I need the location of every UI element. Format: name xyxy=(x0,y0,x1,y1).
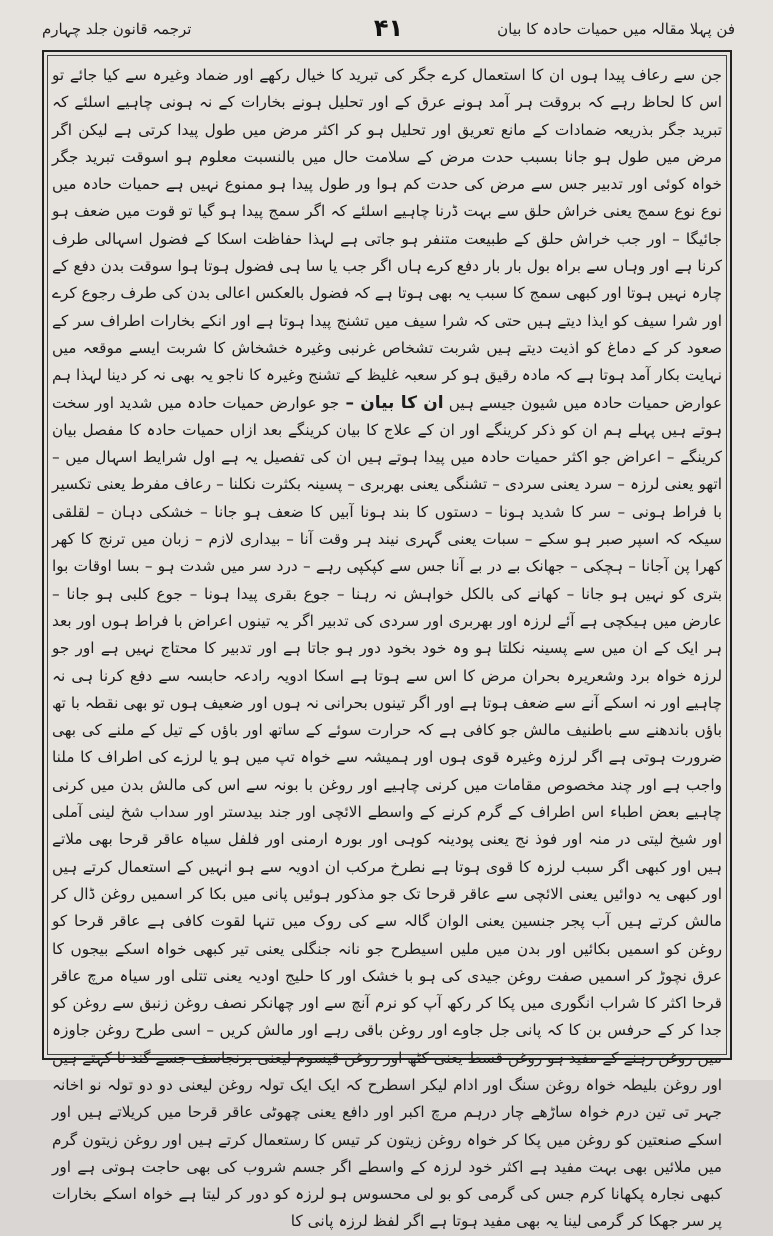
body-text xyxy=(52,62,723,1231)
page-number: ۴۱ xyxy=(373,14,404,42)
paragraph-3: ہیکچی ہے آئے لرزہ اور بھربری اور سردی کی تدبیر اگر یہ تینوں اعراض با فراط ہوں اور بعد ہر ایک کے ان میں سے پسینہ نکلتا ہو وہ خود بخود دور ہو جاتا ہے اور تدبیر کا محتاج نہیں ہے اور جو لرزہ خواہ برد وشعریرہ بحران مرض کا اس سے ہوتا ہے اسکا ادویہ رادعہ حابسہ سے دفع کرنا ہی نہ چاہیے اور نہ اسکے آنے سے ضعف ہوتا ہے اور اگر تینوں بحرانی نہ ہوں اور ضعیف ہوں تو بھی نقطہ با تھ باؤں باندھنے سے باطنیف مالش جو کافی ہے کہ حرارت سوئے کے ساتھ اور باؤں کے تیل کے ملنے کی بھی ضرورت ہوتی ہے اگر لرزہ وغیرہ قوی ہوں اور ہمیشہ سے خواہ تپ میں ہو یا لرزے کی اطراف کا ملنا واجب ہے اور چند مخصوص مقامات میں کرنی چاہیے اور روغن با بونہ سے اس کی مالش بدن میں کرنی چاہیے بعض اطباء اس اطراف کے گرم کرنے کے واسطے الائچی اور جند بیدستر اور سداب شخ لینی آملی اور شیخ لیتی در منہ اور فوذ نج یعنی پودینہ کوہی اور بورہ ارمنی اور فلفل سیاہ عاقر قرحا بھی ملاتے ہیں اور کبھی اگر سبب لرزہ کا قوی ہوتا ہے نطرخ مرکب ان ادویہ سے ہو انہیں کے استعمال کرتے ہیں اور کبھی یہ دوائیں یعنی الائچی سے عاقر قرحا تک جو مذکور ہوئیں پانی میں بکا کر اسمیں روغن ڈال کر مالش کرتے ہیں آب پجر جنسین یعنی الوان گالہ سے کی روک میں تنہا لقوت کافی ہے عاقر قرحا کو روغن کو اسمیں بکائیں اور بدن میں ملیں اسیطرح جو نانہ جنگلی یعنی تیر کبھی خواہ اسکے بیجوں کا عرق نچوڑ کر اسمیں صفت روغن جیدی کی ہو با خشک اور کا حلیج اودیہ یعنی تتلی اور سیاہ مرچ عاقر قرحا اکثر کا شراب انگوری میں پکا کر رکھ آپ کو نرم آنچ سے اور چھانکر نصف روغن زنبق سے روغن کو جدا کر کے حرفس بن کا کہ پانی جل جاوے اور روغن باقی رہے اور مالش کریں – اسی طرح روغن جاوزہ میں روغن رہنے کے مفید ہو روغن قسط یعنی کٹھ اور روغن قیسوم لیعنی برنجاسف جسے گند نا کہتے ہیں اور روغن بلیطہ خواہ روغن سنگ اور ادام لیکر اسطرح کہ ایک ایک تولہ روغن لیعنی دو دو تولہ نو اخانہ جہر تی تین درم خواہ ساڑھے چار درہم مرچ اکبر اور دافع یعنی چھوٹی عاقر قرحا میں کریلاتے ہیں اور اسکے صنعتین کو روغن میں پکا کر خواہ روغن زیتون کر تیس کا رستعمال کرتے ہیں اور روغن زیتون گرم میں ملائیں بھی بہت مفید ہے اکثر خود لرزہ کے واسطے اگر جسم شروب کی بھی حاجت ہوتی ہے اور کبھی نجارہ پکھانا کرم جس کی گرمی کو بو لی محسوس ہو لرزہ کو دور کر لیتا ہے خواہ اسکے بخارات پر سر جھکا کر گرمی لینا یہ بھی مفید ہوتا ہے اگر لفظ لرزہ پانی کا xyxy=(52,611,722,1231)
paragraph-2: جو عوارض حمیات حادہ میں شدید اور سخت ہوتے ہیں پہلے ہم ان کو ذکر کرینگے اور ان کے علاج کا بیان کرینگے بعد ازاں حمیات حادہ کا مفصل بیان کرینگے – اعراض جو اکثر حمیات حادہ میں پیدا ہوتے ہیں ان کی تفصیل یہ ہے اول شرایط اسہال میں – اتھو یعنی لرزہ – سرد یعنی سردی – تشنگی یعنی بھربری – پسینہ بکثرت نکلنا – رعاف مفرط یعنی تکسیر با فراط ہونی – سر کا شدید ہونا – دستوں کا بند ہونا آبیں کا ضعف ہو جانا – خشکی دہان – لقلقی سیکہ کہ اسپر صبر ہو سکے – سبات یعنی گہری نیند ہر وقت آنا – بیداری لازم – زبان میں ترنج کا کھر کھرا پن آجانا – ہچکی – جھانک بے در بے آنا جس سے کپکپی رہے – درد سر میں شدت ہو – بسا اوقات بوا بتری کو نہیں ہو جانا – کھانے کی بالکل خواہش نہ رہنا – جوع بقری پیدا ہونا – جوع کلبی ہو جانا – عارض میں xyxy=(52,393,722,630)
paragraph xyxy=(52,62,722,1236)
section-heading: ان کا بیان – xyxy=(339,392,444,413)
paragraph-1: جن سے رعاف پیدا ہوں ان کا استعمال کرے جگر کی تبرید کا خیال رکھے اور ضماد وغیرہ سے کیا جائے تو اس کا لحاظ رہے کہ بروقت ہر آمد ہونے عرق کے اور تحلیل ہونے بخارات کے نہ ہونی چاہیے اسلئے کہ تبرید جگر بذریعہ ضمادات کے مانع تعریق اور تحلیل ہو کر اکثر مرض میں طول پیدا کرتی ہے لیکن اگر مرض میں طول ہو جانا بسبب حدت مرض کے سلامت حال میں بالنسبت معلوم ہو اسوقت تبرید جگر خواہ کوئی اور تدبیر جس سے مرض کی حدت کم ہوا ور طول پیدا ہو ممنوع نہیں ہے حمیات حادہ میں نوع نوع سمج یعنی خراش حلق سے بہت ڈرنا چاہیے اسلئے کہ اگر سمج پیدا ہو گیا تو قوت میں ضعف ہو جائیگا – اور جب خراش حلق کے طبیعت متنفر ہو جاتی ہے لہذا حفاظت اسکا کے فضول اسہالی طرف کرنا ہے اور وہاں سے براہ بول بار بار دفع کرے ہاں اگر جب یا سا ہی فضول ہوتا ہوا سوقت بدن دفع کے چارہ نہیں ہوتا اور کبھی سمج کا سبب یہ بھی ہوتا ہے کہ فضول بالعکس اعالی بدن کی طرف رجوع کرے اور شرا سیف کو ایذا دیتے ہیں حتی کہ شرا سیف میں تشنج پیدا ہوتا ہے اور انکے بخارات اطراف سر کے صعود کر کے دماغ کو اذیت دیتے ہیں شربت تشخاص غرنبی وغیرہ خشخاش کا شربت ایسے موقعہ میں نہایت بکار آمد ہوتا ہے کہ مادہ رقیق ہو کر سعبہ غلیظ کے تشنج وغیرہ کا ناجو یہ بھی نہ کر دینا لہذا ہم عوارض حمیات حادہ میں شیون جیسے ہیں xyxy=(52,66,723,412)
running-head-right: فن پہلا مقالہ میں حمیات حادہ کا بیان xyxy=(497,20,735,38)
page-header xyxy=(42,14,735,48)
text-frame xyxy=(42,50,732,1231)
running-head-left: ترجمہ قانون جلد چہارم xyxy=(42,20,192,38)
